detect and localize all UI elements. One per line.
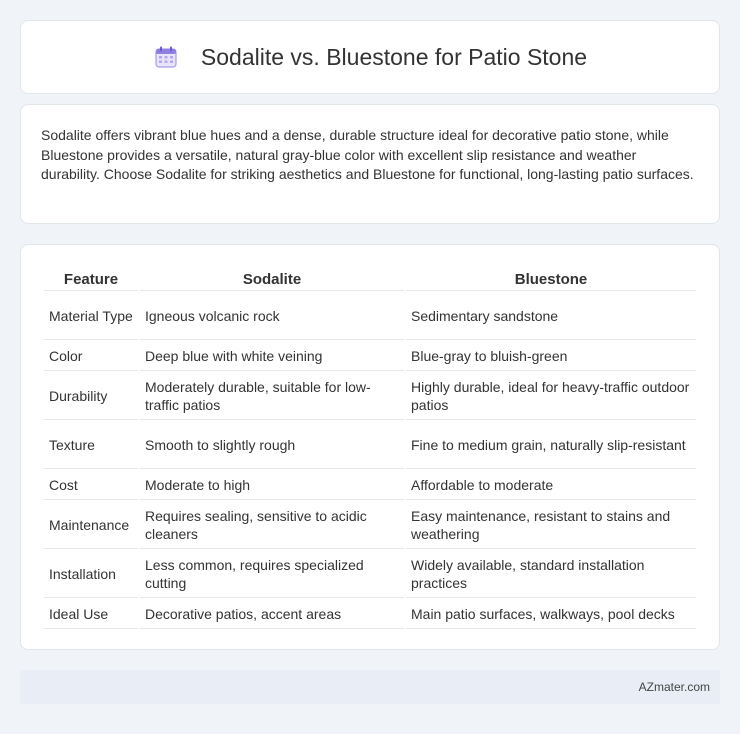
header-bluestone: Bluestone — [406, 265, 696, 291]
intro-text: Sodalite offers vibrant blue hues and a dense, durable structure ideal for decorative patio stone, while Bluestone provides a versatile, natural gray-blue color with excellent slip resistance and weather durability. Choose Sodalite for striking aesthetics and Bluestone for functional, long-lasting patio surfaces. — [41, 127, 694, 182]
table-row — [44, 373, 696, 420]
table-row — [44, 342, 696, 371]
comparison-table — [42, 263, 698, 631]
sodalite-cell: Moderate to high — [140, 471, 404, 500]
feature-cell: Maintenance — [44, 502, 138, 549]
calendar-icon — [153, 44, 179, 70]
feature-cell: Color — [44, 342, 138, 371]
bluestone-cell: Easy maintenance, resistant to stains and weathering — [406, 502, 696, 549]
feature-cell: Installation — [44, 551, 138, 598]
page-title — [153, 44, 587, 71]
sodalite-cell: Moderately durable, suitable for low-traffic patios — [140, 373, 404, 420]
table-row — [44, 471, 696, 500]
sodalite-cell: Igneous volcanic rock — [140, 293, 404, 340]
bluestone-cell: Affordable to moderate — [406, 471, 696, 500]
bluestone-cell: Fine to medium grain, naturally slip-resistant — [406, 422, 696, 469]
table-row — [44, 551, 696, 598]
bluestone-cell: Highly durable, ideal for heavy-traffic outdoor patios — [406, 373, 696, 420]
bluestone-cell: Blue-gray to bluish-green — [406, 342, 696, 371]
sodalite-cell: Decorative patios, accent areas — [140, 600, 404, 629]
header-feature: Feature — [44, 265, 138, 291]
title-card — [20, 20, 720, 94]
footer — [20, 670, 720, 704]
bluestone-cell: Main patio surfaces, walkways, pool decks — [406, 600, 696, 629]
feature-cell: Durability — [44, 373, 138, 420]
feature-cell: Cost — [44, 471, 138, 500]
feature-cell: Material Type — [44, 293, 138, 340]
header-sodalite: Sodalite — [140, 265, 404, 291]
bluestone-cell: Sedimentary sandstone — [406, 293, 696, 340]
table-row — [44, 502, 696, 549]
table-row — [44, 422, 696, 469]
table-row — [44, 293, 696, 340]
sodalite-cell: Deep blue with white veining — [140, 342, 404, 371]
table-row — [44, 600, 696, 629]
intro-card — [20, 104, 720, 224]
sodalite-cell: Smooth to slightly rough — [140, 422, 404, 469]
table-header-row — [44, 265, 696, 291]
bluestone-cell: Widely available, standard installation practices — [406, 551, 696, 598]
feature-cell: Ideal Use — [44, 600, 138, 629]
footer-brand: AZmater.com — [638, 680, 710, 694]
feature-cell: Texture — [44, 422, 138, 469]
sodalite-cell: Requires sealing, sensitive to acidic cleaners — [140, 502, 404, 549]
comparison-card — [20, 244, 720, 650]
page-title-text: Sodalite vs. Bluestone for Patio Stone — [200, 43, 588, 70]
sodalite-cell: Less common, requires specialized cutting — [140, 551, 404, 598]
